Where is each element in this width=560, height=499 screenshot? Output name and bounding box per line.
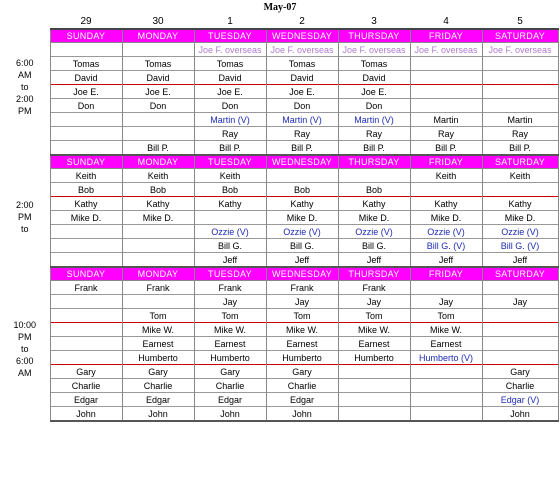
staff-cell: Mike D. [482, 211, 558, 225]
staff-cell [410, 183, 482, 197]
staff-cell: John [194, 407, 266, 422]
staff-cell: Frank [50, 281, 122, 295]
staff-cell [338, 169, 410, 183]
note-cell [50, 43, 122, 57]
shift1-staff-row [0, 127, 558, 141]
staff-cell: Gary [194, 365, 266, 379]
staff-cell [122, 127, 194, 141]
date-2: 2 [299, 15, 305, 27]
day-header-wednesday: WEDNESDAY [266, 267, 338, 281]
day-header-sunday: SUNDAY [50, 155, 122, 169]
staff-cell: Kathy [266, 197, 338, 211]
staff-cell: Bill P. [338, 141, 410, 156]
staff-cell: Mike D. [410, 211, 482, 225]
staff-cell [482, 337, 558, 351]
staff-cell: Kathy [122, 197, 194, 211]
staff-cell [50, 309, 122, 323]
day-header-friday: FRIDAY [410, 267, 482, 281]
staff-cell: Ozzie (V) [410, 225, 482, 239]
staff-cell: Ozzie (V) [266, 225, 338, 239]
staff-cell: Kathy [338, 197, 410, 211]
shift3-time-label: 10:00 PM to 6:00 AM [13, 319, 37, 378]
shift3-staff-row [0, 281, 558, 295]
staff-cell [482, 99, 558, 113]
staff-cell [122, 113, 194, 127]
staff-cell: Bob [194, 183, 266, 197]
note-cell: Joe F. overseas [482, 43, 558, 57]
staff-cell: Bill P. [122, 141, 194, 156]
staff-cell [338, 379, 410, 393]
staff-cell: Don [50, 99, 122, 113]
note-cell: Joe F. overseas [194, 43, 266, 57]
staff-cell: John [122, 407, 194, 422]
staff-cell: Charlie [50, 379, 122, 393]
staff-cell [410, 85, 482, 99]
staff-cell: Bill P. [266, 141, 338, 156]
shift1-staff-row [0, 85, 558, 99]
date-30: 30 [152, 15, 164, 27]
date-4: 4 [443, 15, 449, 27]
staff-cell: Bob [50, 183, 122, 197]
date-29: 29 [80, 15, 92, 27]
staff-cell [194, 211, 266, 225]
staff-cell: Frank [338, 281, 410, 295]
shift2-staff-row [0, 197, 558, 211]
shift3-day-header-row [0, 267, 558, 281]
staff-cell: Earnest [122, 337, 194, 351]
staff-cell [410, 99, 482, 113]
staff-cell: David [338, 71, 410, 85]
day-header-thursday: THURSDAY [338, 29, 410, 43]
shift2-day-header-row [0, 155, 558, 169]
day-header-monday: MONDAY [122, 155, 194, 169]
staff-cell: Kathy [50, 197, 122, 211]
shift3-staff-row [0, 337, 558, 351]
staff-cell: Keith [194, 169, 266, 183]
staff-cell: Don [338, 99, 410, 113]
staff-cell: Gary [50, 365, 122, 379]
staff-cell: Humberto [266, 351, 338, 365]
shift3-staff-row [0, 323, 558, 337]
date-5: 5 [517, 15, 523, 27]
staff-cell: David [50, 71, 122, 85]
day-header-tuesday: TUESDAY [194, 155, 266, 169]
staff-cell: Ray [410, 127, 482, 141]
staff-cell [410, 281, 482, 295]
staff-cell: Mike W. [194, 323, 266, 337]
staff-cell: Mike D. [50, 211, 122, 225]
staff-cell: Don [122, 99, 194, 113]
staff-cell [482, 281, 558, 295]
staff-cell: Bill P. [194, 141, 266, 156]
staff-cell: Keith [410, 169, 482, 183]
staff-cell: Don [266, 99, 338, 113]
staff-cell [50, 351, 122, 365]
staff-cell [410, 71, 482, 85]
staff-cell [410, 379, 482, 393]
shift1-staff-row [0, 57, 558, 71]
staff-cell: Jay [410, 295, 482, 309]
day-header-sunday: SUNDAY [50, 29, 122, 43]
day-header-friday: FRIDAY [410, 155, 482, 169]
staff-cell [50, 141, 122, 156]
staff-cell: Jeff [194, 253, 266, 268]
staff-cell [482, 85, 558, 99]
staff-cell: Jeff [338, 253, 410, 268]
staff-cell: Jeff [410, 253, 482, 268]
shift2-time-label: 2:00 PM to [15, 199, 34, 234]
day-header-tuesday: TUESDAY [194, 267, 266, 281]
shift1-staff-row [0, 71, 558, 85]
staff-cell: Mike W. [122, 323, 194, 337]
staff-cell: David [266, 71, 338, 85]
staff-cell [482, 71, 558, 85]
day-header-saturday: SATURDAY [482, 267, 558, 281]
corner-cell [0, 15, 50, 29]
staff-cell: Tomas [338, 57, 410, 71]
staff-cell: Frank [266, 281, 338, 295]
shift3-staff-row [0, 379, 558, 393]
shift3-staff-row [0, 393, 558, 407]
date-1: 1 [227, 15, 233, 27]
staff-cell: Martin (V) [194, 113, 266, 127]
shift2-staff-row [0, 169, 558, 183]
staff-cell [122, 239, 194, 253]
staff-cell: Humberto [122, 351, 194, 365]
staff-cell [482, 351, 558, 365]
staff-cell: Kathy [194, 197, 266, 211]
staff-cell: Frank [194, 281, 266, 295]
label-spacer [0, 29, 50, 43]
shift1-day-header-row [0, 29, 558, 43]
staff-cell: Jeff [482, 253, 558, 268]
staff-cell: Don [194, 99, 266, 113]
shift3-staff-row [0, 351, 558, 365]
staff-cell: Earnest [410, 337, 482, 351]
staff-cell [50, 225, 122, 239]
shift3-staff-row [0, 407, 558, 422]
staff-cell: Ray [338, 127, 410, 141]
staff-cell: Ozzie (V) [482, 225, 558, 239]
day-header-monday: MONDAY [122, 267, 194, 281]
staff-cell: Ray [266, 127, 338, 141]
staff-cell: Tomas [266, 57, 338, 71]
staff-cell: Tom [194, 309, 266, 323]
staff-cell: Jeff [266, 253, 338, 268]
staff-cell: Bill P. [482, 141, 558, 156]
shift1-time-label: 6:00 AM to 2:00 PM [15, 57, 34, 116]
staff-cell [338, 407, 410, 422]
staff-cell: Gary [266, 365, 338, 379]
staff-cell [410, 407, 482, 422]
staff-cell: Charlie [266, 379, 338, 393]
staff-cell: David [122, 71, 194, 85]
staff-cell [338, 393, 410, 407]
staff-cell: Earnest [194, 337, 266, 351]
staff-cell: Bill P. [410, 141, 482, 156]
month-title: May-07 [263, 2, 297, 13]
staff-cell [50, 127, 122, 141]
staff-cell: Earnest [266, 337, 338, 351]
staff-cell: Gary [482, 365, 558, 379]
staff-cell: John [50, 407, 122, 422]
shift1-staff-row [0, 141, 558, 156]
staff-cell: Jay [338, 295, 410, 309]
schedule-table [0, 15, 559, 422]
day-header-thursday: THURSDAY [338, 155, 410, 169]
staff-cell: Jay [266, 295, 338, 309]
staff-cell: Charlie [482, 379, 558, 393]
staff-cell: Bob [122, 183, 194, 197]
day-header-wednesday: WEDNESDAY [266, 29, 338, 43]
staff-cell: Humberto [338, 351, 410, 365]
note-cell: Joe F. overseas [338, 43, 410, 57]
staff-cell: Kathy [410, 197, 482, 211]
staff-cell: Tomas [122, 57, 194, 71]
staff-cell: Bill G. (V) [482, 239, 558, 253]
staff-cell: Kathy [482, 197, 558, 211]
staff-cell: Frank [122, 281, 194, 295]
staff-cell: Edgar [50, 393, 122, 407]
staff-cell: Jay [194, 295, 266, 309]
staff-cell: Keith [482, 169, 558, 183]
staff-cell: Bob [266, 183, 338, 197]
shift2-staff-row [0, 183, 558, 197]
day-header-friday: FRIDAY [410, 29, 482, 43]
shift2-staff-row [0, 253, 558, 268]
staff-cell: Joe E. [266, 85, 338, 99]
note-cell: Joe F. overseas [410, 43, 482, 57]
shift1-note-row [0, 43, 558, 57]
staff-cell [266, 169, 338, 183]
staff-cell [50, 295, 122, 309]
staff-cell: Tomas [50, 57, 122, 71]
staff-cell [122, 225, 194, 239]
staff-cell: Ozzie (V) [194, 225, 266, 239]
staff-cell: Tomas [194, 57, 266, 71]
day-header-saturday: SATURDAY [482, 29, 558, 43]
staff-cell: Martin (V) [338, 113, 410, 127]
shift3-staff-row [0, 309, 558, 323]
staff-cell: Joe E. [194, 85, 266, 99]
staff-cell [338, 365, 410, 379]
shift1-staff-row [0, 99, 558, 113]
label-spacer [0, 267, 50, 281]
staff-cell: Gary [122, 365, 194, 379]
staff-cell: John [266, 407, 338, 422]
staff-cell: Joe E. [338, 85, 410, 99]
shift2-staff-row [0, 211, 558, 225]
staff-cell: David [194, 71, 266, 85]
staff-cell: Ozzie (V) [338, 225, 410, 239]
staff-cell: Mike W. [338, 323, 410, 337]
day-header-tuesday: TUESDAY [194, 29, 266, 43]
date-row [0, 15, 558, 29]
staff-cell: Ray [194, 127, 266, 141]
staff-cell [122, 253, 194, 268]
staff-cell: Charlie [194, 379, 266, 393]
staff-cell: Keith [50, 169, 122, 183]
staff-cell [50, 253, 122, 268]
note-cell [122, 43, 194, 57]
staff-cell: Joe E. [50, 85, 122, 99]
staff-cell: Mike D. [266, 211, 338, 225]
staff-cell [50, 323, 122, 337]
day-header-sunday: SUNDAY [50, 267, 122, 281]
staff-cell: Jay [482, 295, 558, 309]
shift2-staff-row [0, 239, 558, 253]
staff-cell [410, 57, 482, 71]
staff-cell: Martin [482, 113, 558, 127]
shift1-staff-row [0, 113, 558, 127]
staff-cell [482, 309, 558, 323]
label-spacer [0, 155, 50, 169]
staff-cell [482, 183, 558, 197]
staff-cell: Edgar [266, 393, 338, 407]
staff-cell [482, 57, 558, 71]
day-header-wednesday: WEDNESDAY [266, 155, 338, 169]
staff-cell [482, 323, 558, 337]
staff-cell: Tom [410, 309, 482, 323]
staff-cell: Martin (V) [266, 113, 338, 127]
staff-cell: Martin [410, 113, 482, 127]
staff-cell: Tom [338, 309, 410, 323]
staff-cell: Tom [266, 309, 338, 323]
staff-cell [50, 113, 122, 127]
staff-cell [410, 365, 482, 379]
staff-cell: John [482, 407, 558, 422]
note-cell: Joe F. overseas [266, 43, 338, 57]
staff-cell: Ray [482, 127, 558, 141]
staff-cell: Mike W. [266, 323, 338, 337]
staff-cell: Mike D. [338, 211, 410, 225]
staff-cell [122, 295, 194, 309]
staff-cell: Edgar (V) [482, 393, 558, 407]
staff-cell: Bill G. [338, 239, 410, 253]
staff-cell: Humberto (V) [410, 351, 482, 365]
shift3-staff-row [0, 365, 558, 379]
staff-cell: Edgar [194, 393, 266, 407]
staff-cell: Mike W. [410, 323, 482, 337]
staff-cell: Keith [122, 169, 194, 183]
staff-cell: Joe E. [122, 85, 194, 99]
staff-cell: Humberto [194, 351, 266, 365]
staff-cell: Bill G. [194, 239, 266, 253]
staff-cell: Charlie [122, 379, 194, 393]
staff-cell [50, 239, 122, 253]
staff-cell: Bill G. (V) [410, 239, 482, 253]
staff-cell: Bob [338, 183, 410, 197]
staff-cell [410, 393, 482, 407]
shift3-staff-row [0, 295, 558, 309]
date-3: 3 [371, 15, 377, 27]
staff-cell [50, 337, 122, 351]
shift2-staff-row [0, 225, 558, 239]
staff-cell: Tom [122, 309, 194, 323]
staff-cell: Mike D. [122, 211, 194, 225]
day-header-monday: MONDAY [122, 29, 194, 43]
day-header-thursday: THURSDAY [338, 267, 410, 281]
staff-cell: Edgar [122, 393, 194, 407]
staff-cell: Bill G. [266, 239, 338, 253]
day-header-saturday: SATURDAY [482, 155, 558, 169]
staff-cell: Earnest [338, 337, 410, 351]
